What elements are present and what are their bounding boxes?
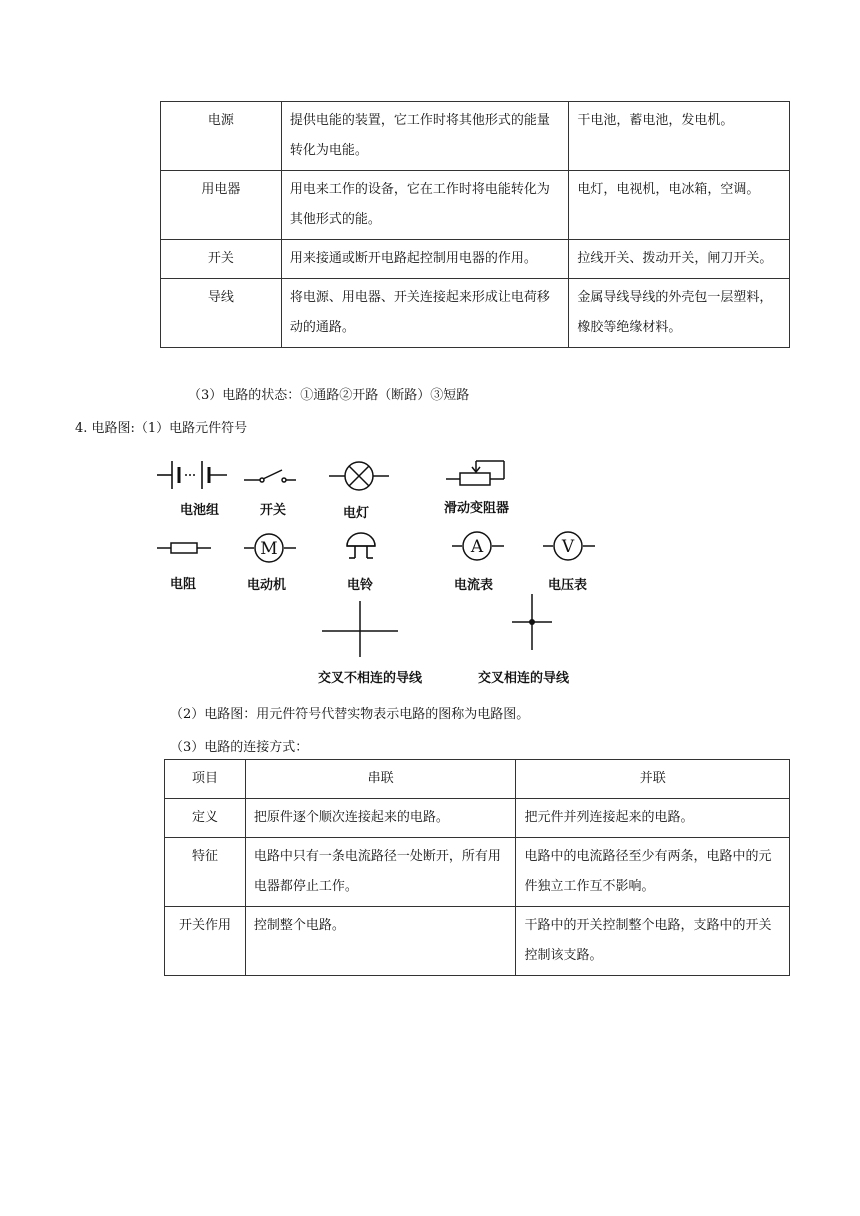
component-name: 电源: [161, 102, 282, 171]
motor-label: 电动机: [247, 578, 287, 593]
table-row: [165, 838, 790, 907]
section-4-title: 4. 电路图:（1）电路元件符号: [75, 421, 248, 436]
lamp-icon: [327, 456, 391, 496]
rheostat-icon: [444, 453, 514, 493]
connection-methods-title: （3）电路的连接方式：: [170, 740, 309, 755]
component-name: 开关: [161, 240, 282, 279]
component-desc: 将电源、用电器、开关连接起来形成让电荷移动的通路。: [281, 279, 569, 348]
voltmeter-icon: [541, 528, 597, 564]
circuit-diagram-definition: （2）电路图：用元件符号代替实物表示电路的图称为电路图。: [170, 707, 530, 722]
resistor-label: 电阻: [170, 577, 197, 592]
switch-icon: [242, 462, 298, 492]
switch-label: 开关: [260, 503, 287, 518]
table-row: [165, 907, 790, 976]
battery-icon: [155, 455, 235, 495]
component-desc: 用来接通或断开电路起控制用电器的作用。: [281, 240, 569, 279]
table-row: [161, 279, 790, 348]
circuit-states: （3）电路的状态：①通路②开路（断路）③短路: [188, 388, 470, 403]
rheostat-label: 滑动变阻器: [444, 501, 510, 516]
header-item: 项目: [165, 760, 246, 799]
header-parallel: 并联: [516, 760, 790, 799]
voltmeter-letter: V: [561, 537, 575, 557]
components-table: [160, 101, 790, 348]
crossed-unconnected-label: 交叉不相连的导线: [318, 671, 423, 686]
component-examples: 干电池，蓄电池，发电机。: [569, 102, 790, 171]
row-series: 控制整个电路。: [245, 907, 516, 976]
ammeter-letter: A: [470, 537, 484, 557]
table-row: [161, 240, 790, 279]
motor-letter: M: [260, 539, 278, 559]
row-series: 电路中只有一条电流路径一处断开，所有用电器都停止工作。: [245, 838, 516, 907]
bell-label: 电铃: [347, 578, 374, 593]
crossed-unconnected-icon: [320, 599, 400, 659]
header-series: 串联: [245, 760, 516, 799]
table-header-row: [165, 760, 790, 799]
ammeter-icon: [450, 528, 506, 564]
component-name: 导线: [161, 279, 282, 348]
table-row: [165, 799, 790, 838]
connection-table: [164, 759, 790, 976]
lamp-label: 电灯: [343, 506, 370, 521]
component-desc: 提供电能的装置，它工作时将其他形式的能量转化为电能。: [281, 102, 569, 171]
resistor-icon: [155, 538, 215, 558]
row-parallel: 干路中的开关控制整个电路，支路中的开关控制该支路。: [516, 907, 790, 976]
row-parallel: 把元件并列连接起来的电路。: [516, 799, 790, 838]
voltmeter-label: 电压表: [548, 578, 588, 593]
battery-label: 电池组: [180, 503, 220, 518]
component-desc: 用电来工作的设备，它在工作时将电能转化为其他形式的能。: [281, 171, 569, 240]
component-examples: 拉线开关、拨动开关，闸刀开关。: [569, 240, 790, 279]
table-row: [161, 171, 790, 240]
component-examples: 电灯，电视机，电冰箱，空调。: [569, 171, 790, 240]
bell-icon: [343, 530, 383, 566]
component-examples: 金属导线导线的外壳包一层塑料，橡胶等绝缘材料。: [569, 279, 790, 348]
row-item: 开关作用: [165, 907, 246, 976]
crossed-connected-label: 交叉相连的导线: [478, 671, 570, 686]
crossed-connected-icon: [510, 592, 554, 652]
row-parallel: 电路中的电流路径至少有两条，电路中的元件独立工作互不影响。: [516, 838, 790, 907]
row-item: 定义: [165, 799, 246, 838]
motor-icon: [242, 530, 298, 566]
component-name: 用电器: [161, 171, 282, 240]
row-series: 把原件逐个顺次连接起来的电路。: [245, 799, 516, 838]
row-item: 特征: [165, 838, 246, 907]
ammeter-label: 电流表: [454, 578, 494, 593]
table-row: [161, 102, 790, 171]
